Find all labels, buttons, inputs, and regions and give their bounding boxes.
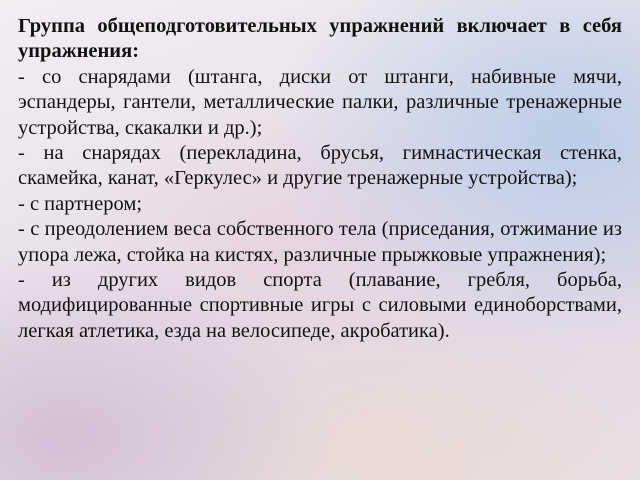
- heading: Группа общеподготовительных упражнений включает в себя упражнения:: [18, 15, 622, 63]
- list-item-equipment-with: - со снарядами (штанга, диски от штанги, набивные мячи, эспандеры, гантели, металлические палки, различные тренажерные устройства, скакалки и др.);: [18, 65, 622, 139]
- list-item-other-sports: - из других видов спорта (плавание, гребля, борьба, модифицированные спортивные игры с силовыми единоборствами, легкая атлетика, езда на велосипеде, акробатика).: [18, 269, 622, 342]
- text-block: [18, 14, 622, 344]
- list-item-partner: - с партнером;: [18, 192, 143, 215]
- list-item-body-weight: - с преодолением веса собственного тела (приседания, отжимание из упора лежа, стойка на кистях, различные прыжковые упражнения);: [18, 218, 622, 266]
- list-item-equipment-on: - на снарядах (перекладина, брусья, гимнастическая стенка, скамейка, канат, «Геркулес» и другие тренажерные устройства);: [18, 142, 622, 190]
- slide-content: [18, 14, 622, 466]
